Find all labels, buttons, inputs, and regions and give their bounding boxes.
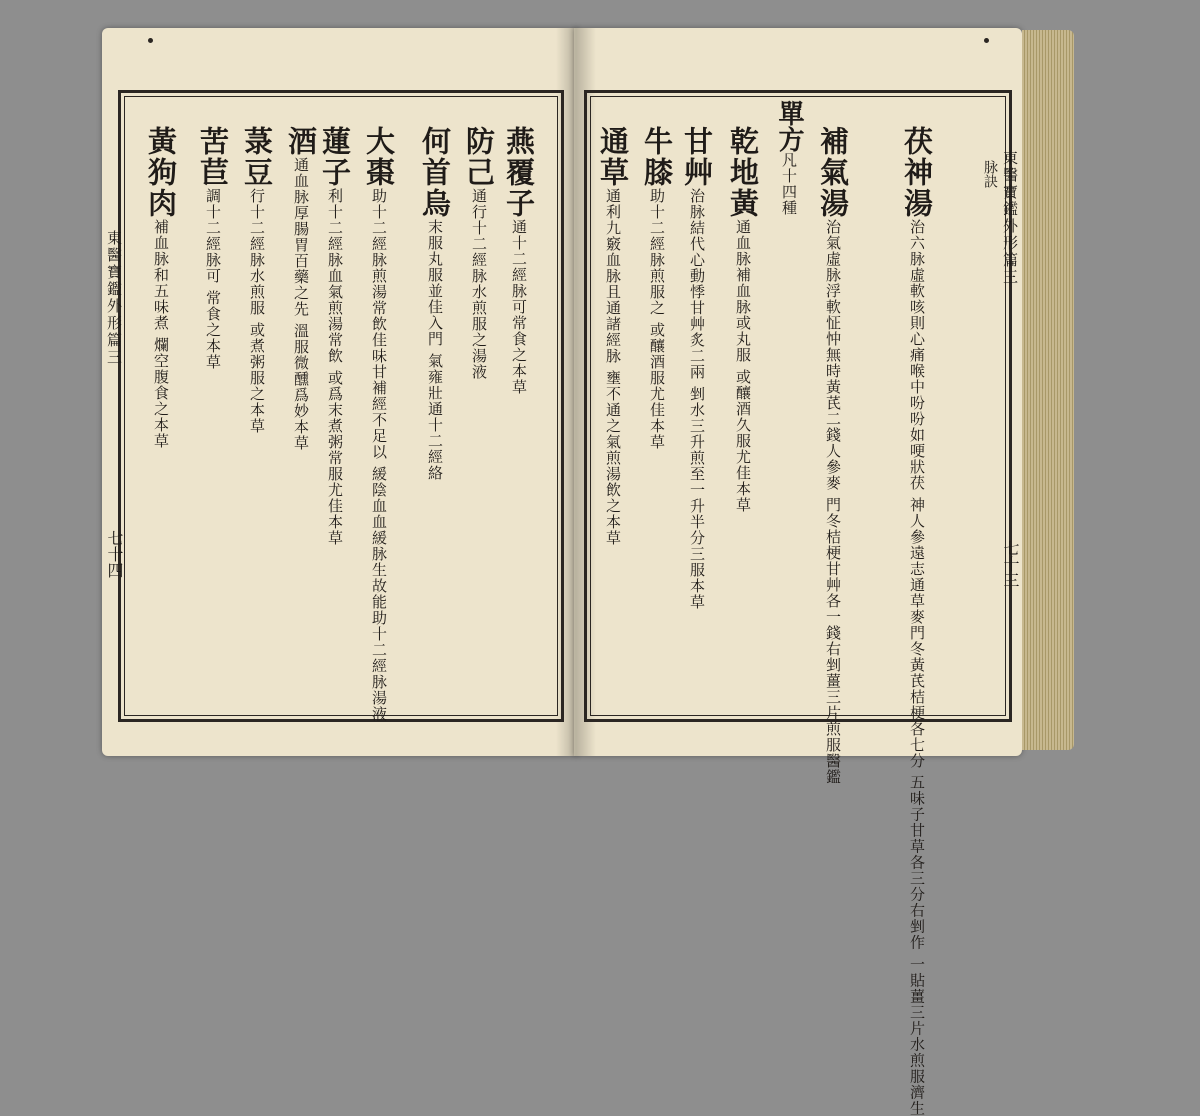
entry-text: 利十二經脉血氣煎湯常飲 或爲末煮粥常服尤佳本草 [326, 188, 344, 546]
entry-column [680, 126, 714, 610]
entry-text: 補血脉和五味煮 爛空腹食之本草 [152, 219, 170, 449]
entry-column [640, 126, 674, 450]
entry-head: 菉豆 [240, 126, 274, 188]
entry-text: 助十二經脉煎湯常飲佳味甘補經不足以 緩陰血血緩脉生故能助十二經脉湯液 [370, 188, 388, 722]
open-book [102, 20, 1078, 1116]
left-page-number: 七十四 [105, 530, 124, 578]
entry-column [502, 126, 536, 395]
section-count: 凡十四種 [780, 152, 798, 216]
entry-head: 乾地黃 [726, 126, 760, 219]
section-head: 單方 [774, 100, 804, 152]
entry-text: 治氣虛脉浮軟怔忡無時黃芪二錢人參麥 門冬桔梗甘艸各一錢右剉薑三片煎服醫鑑 [824, 219, 842, 785]
entry-column [726, 126, 760, 513]
entry-head: 通草 [596, 126, 630, 188]
entry-head: 何首烏 [418, 126, 452, 219]
entry-column [816, 126, 850, 785]
entry-head: 酒 [284, 126, 318, 157]
entry-column [196, 126, 230, 370]
entry-column [900, 126, 934, 1116]
entry-text: 調十二經脉可 常食之本草 [204, 188, 222, 370]
ink-dot [984, 38, 989, 43]
entry-head: 補氣湯 [816, 126, 850, 219]
entry-text: 通利九竅血脉且通諸經脉 壅不通之氣煎湯飲之本草 [604, 188, 622, 546]
entry-text: 通行十二經脉水煎服之湯液 [470, 188, 488, 380]
entry-column [144, 126, 178, 449]
entry-column [362, 126, 396, 722]
entry-text: 行十二經脉水煎服 或煮粥服之本草 [248, 188, 266, 434]
entry-text: 助十二經脉煎服之 或釀酒服尤佳本草 [648, 188, 666, 450]
entry-column [240, 126, 274, 434]
entry-text: 治脉結代心動悸甘艸炙二兩 剉水三升煎至一升半分三服本草 [688, 188, 706, 610]
entry-text: 通十二經脉可常食之本草 [510, 219, 528, 395]
entry-head: 甘艸 [680, 126, 714, 188]
entry-head: 防己 [462, 126, 496, 188]
entry-text: 治六脉虛軟咳則心痛喉中吩吩如哽狀茯 神人參遠志通草麥門冬黃芪桔梗各七分 五味子甘草各三分右剉作 一貼薑三片水煎服濟生 [908, 219, 926, 1116]
right-page-number: 七十三 [1001, 540, 1020, 588]
section-label: 脉訣 [982, 160, 998, 188]
entry-head: 燕覆子 [502, 126, 536, 219]
right-margin-title: 東醫寶鑑外形篇三 [1001, 150, 1019, 286]
entry-head: 牛膝 [640, 126, 674, 188]
entry-head: 蓮子 [318, 126, 352, 188]
entry-text: 末服丸服並佳入門 氣雍壯通十二經絡 [426, 219, 444, 481]
entry-head: 苦苣 [196, 126, 230, 188]
entry-head: 大棗 [362, 126, 396, 188]
left-margin-title: 東醫寶鑑外形篇三 [105, 230, 123, 366]
entry-column [596, 126, 630, 546]
entry-head: 黃狗肉 [144, 126, 178, 219]
entry-column [418, 126, 452, 481]
entry-text: 通血脉厚腸胃百藥之先 溫服微醺爲妙本草 [292, 157, 310, 451]
entry-text: 通血脉補血脉或丸服 或釀酒久服尤佳本草 [734, 219, 752, 513]
entry-column [284, 126, 318, 451]
page-edges [1022, 30, 1074, 750]
entry-column [462, 126, 496, 380]
entry-column [318, 126, 352, 546]
section-column [776, 100, 802, 216]
entry-head: 茯神湯 [900, 126, 934, 219]
ink-dot [148, 38, 153, 43]
